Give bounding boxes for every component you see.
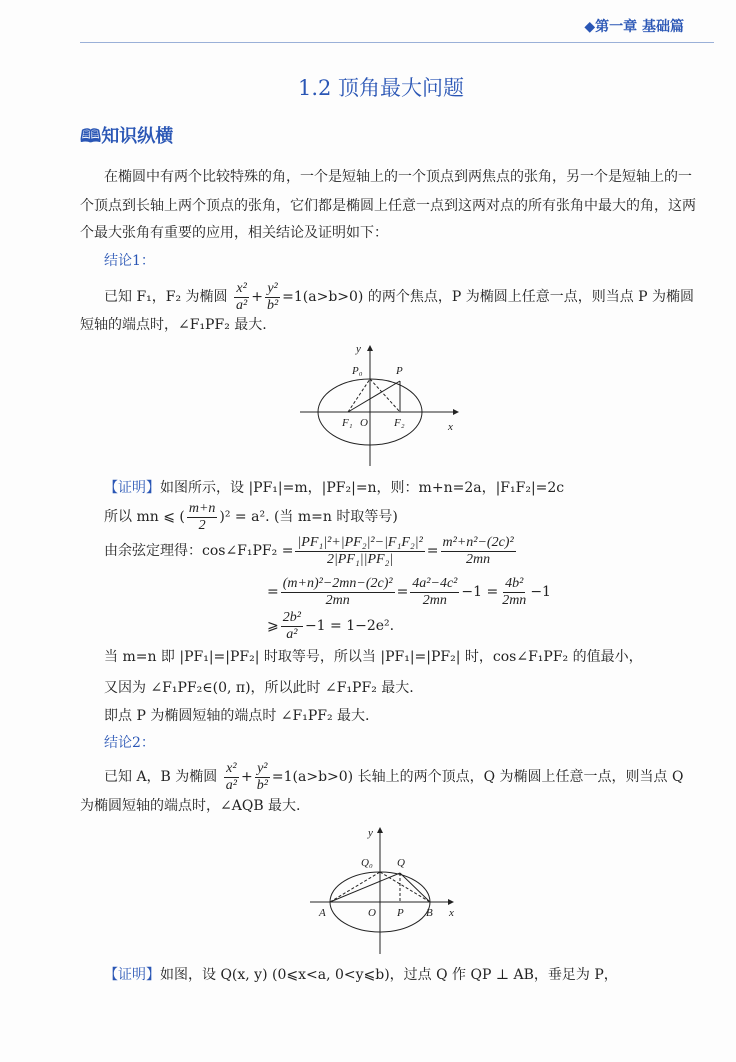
fraction [410, 576, 459, 609]
fraction [234, 281, 249, 314]
proof-1-line-2 [104, 500, 398, 534]
denominator: 2mn [325, 592, 350, 608]
text: 所以 mn ⩽ ( [104, 509, 185, 525]
proof-1-line-3 [104, 534, 518, 568]
text: 由余弦定理得：cos∠F₁PF₂ = [104, 543, 294, 559]
dashed-segment [330, 872, 380, 902]
section-heading [80, 126, 173, 148]
fraction [265, 281, 280, 314]
text: ⩾ [267, 618, 279, 634]
text: )² = a². (当 m=n 时取等号) [219, 509, 398, 525]
denominator: b² [256, 777, 268, 793]
label-p: P [397, 907, 404, 919]
chapter-header: ◆第一章 基础篇 [584, 19, 684, 35]
label-o: O [360, 417, 368, 429]
text: 如图，设 Q(x, y) (0⩽x<a, 0<y⩽b)，过点 Q 作 QP ⊥ AB，垂足为 P， [160, 967, 618, 983]
label-q: Q [397, 857, 405, 869]
denominator: 2mn [466, 551, 491, 567]
intro-line-3: 个最大张角有重要的应用，相关结论及证明如下： [80, 225, 388, 241]
figure-2-ellipse-diagram [305, 822, 465, 957]
label-p0: P₀ [352, 365, 363, 377]
proof-1-line-4 [267, 575, 551, 609]
text: −1 = 1−2e². [304, 618, 395, 634]
header-rule [80, 42, 714, 43]
intro-line-1: 在椭圆中有两个比较特殊的角，一个是短轴上的一个顶点到两焦点的张角，另一个是短轴上的一 [104, 169, 692, 185]
numerator: y² [267, 280, 278, 296]
book-icon: 🕮 [80, 126, 102, 147]
denominator: 2mn [502, 592, 527, 608]
intro-line-2: 个顶点到长轴上两个顶点的张角，它们都是椭圆上任意一点到这两对点的所有张角中最大的角，这两 [80, 198, 696, 214]
numerator: m²+n²−(2c)² [442, 534, 514, 550]
label-y: y [368, 827, 373, 839]
conclusion-2-statement [104, 760, 683, 794]
label-f1: F₁ [342, 417, 353, 429]
numerator: 4a²−4c² [412, 575, 458, 591]
numerator: |PF₁|²+|PF₂|²−|F₁F₂|² [297, 534, 423, 550]
page-title: 1.2 顶角最大问题 [297, 76, 465, 100]
proof-2-line-1 [104, 966, 618, 984]
proof-1-line-6: 当 m=n 即 |PF₁|=|PF₂| 时取等号，所以当 |PF₁|=|PF₂| 时，cos∠F₁PF₂ 的值最小， [104, 649, 643, 665]
numerator: (m+n)²−2mn−(2c)² [282, 575, 393, 591]
proof-1-line-7: 又因为 ∠F₁PF₂∈(0, π)，所以此时 ∠F₁PF₂ 最大. [104, 680, 414, 696]
numerator: 4b² [505, 575, 524, 591]
text: −1 = [461, 584, 499, 600]
denominator: 2|PF₁||PF₂| [326, 551, 394, 567]
label-b: B [426, 907, 433, 919]
denominator: a² [225, 777, 237, 793]
fraction [281, 610, 303, 643]
denominator: 2mn [422, 592, 447, 608]
numerator: m+n [188, 500, 216, 516]
conclusion-2-line-2: 为椭圆短轴的端点时，∠AQB 最大. [80, 798, 301, 814]
numerator: x² [236, 280, 247, 296]
conclusion-1-label: 结论1： [104, 253, 155, 269]
text: = [426, 543, 439, 559]
fraction [441, 535, 516, 568]
text: = [267, 584, 279, 600]
text: =1(a>b>0) 长轴上的两个顶点，Q 为椭圆上任意一点，则当点 Q [271, 769, 684, 785]
fraction [224, 761, 239, 794]
proof-1-line-5 [267, 609, 394, 643]
denominator: b² [266, 297, 279, 313]
label-y: y [356, 343, 361, 355]
text: 已知 F₁，F₂ 为椭圆 [104, 289, 228, 305]
fraction [255, 761, 270, 794]
segment [400, 873, 430, 902]
proof-tag: 【证明】 [104, 480, 160, 496]
conclusion-1-statement [104, 280, 694, 314]
dashed-segment [348, 379, 370, 412]
label-x: x [448, 421, 453, 433]
dashed-segment [380, 872, 430, 902]
text: −1 [530, 584, 551, 600]
text: 如图所示，设 |PF₁|=m，|PF₂|=n，则：m+n=2a，|F₁F₂|=2c [160, 480, 565, 496]
figure-1-ellipse-diagram [290, 338, 470, 470]
fraction [295, 535, 424, 568]
numerator: y² [257, 760, 268, 776]
denominator: a² [286, 626, 298, 642]
numerator: 2b² [282, 609, 301, 625]
denominator: 2 [198, 517, 206, 533]
label-f2: F₂ [394, 417, 405, 429]
text: = [396, 584, 409, 600]
fraction [281, 576, 395, 609]
proof-tag: 【证明】 [104, 967, 160, 983]
conclusion-1-line-2: 短轴的端点时，∠F₁PF₂ 最大. [80, 317, 267, 333]
proof-1-line-8: 即点 P 为椭圆短轴的端点时 ∠F₁PF₂ 最大. [104, 708, 370, 724]
label-o: O [368, 907, 376, 919]
proof-1-line-1 [104, 479, 564, 497]
text: + [240, 769, 253, 785]
fraction [500, 576, 528, 609]
label-p: P [396, 365, 403, 377]
label-x: x [449, 907, 454, 919]
fraction [187, 501, 218, 534]
numerator: x² [226, 760, 237, 776]
label-a: A [319, 907, 326, 919]
text: + [251, 289, 263, 305]
section-label: 知识纵横 [101, 126, 174, 147]
text: =1(a>b>0) 的两个焦点，P 为椭圆上任意一点，则当点 P 为椭圆 [282, 289, 695, 305]
text: 已知 A，B 为椭圆 [104, 769, 218, 785]
conclusion-2-label: 结论2： [104, 735, 155, 751]
label-q0: Q₀ [361, 857, 373, 869]
denominator: a² [236, 297, 248, 313]
segment [348, 381, 400, 412]
